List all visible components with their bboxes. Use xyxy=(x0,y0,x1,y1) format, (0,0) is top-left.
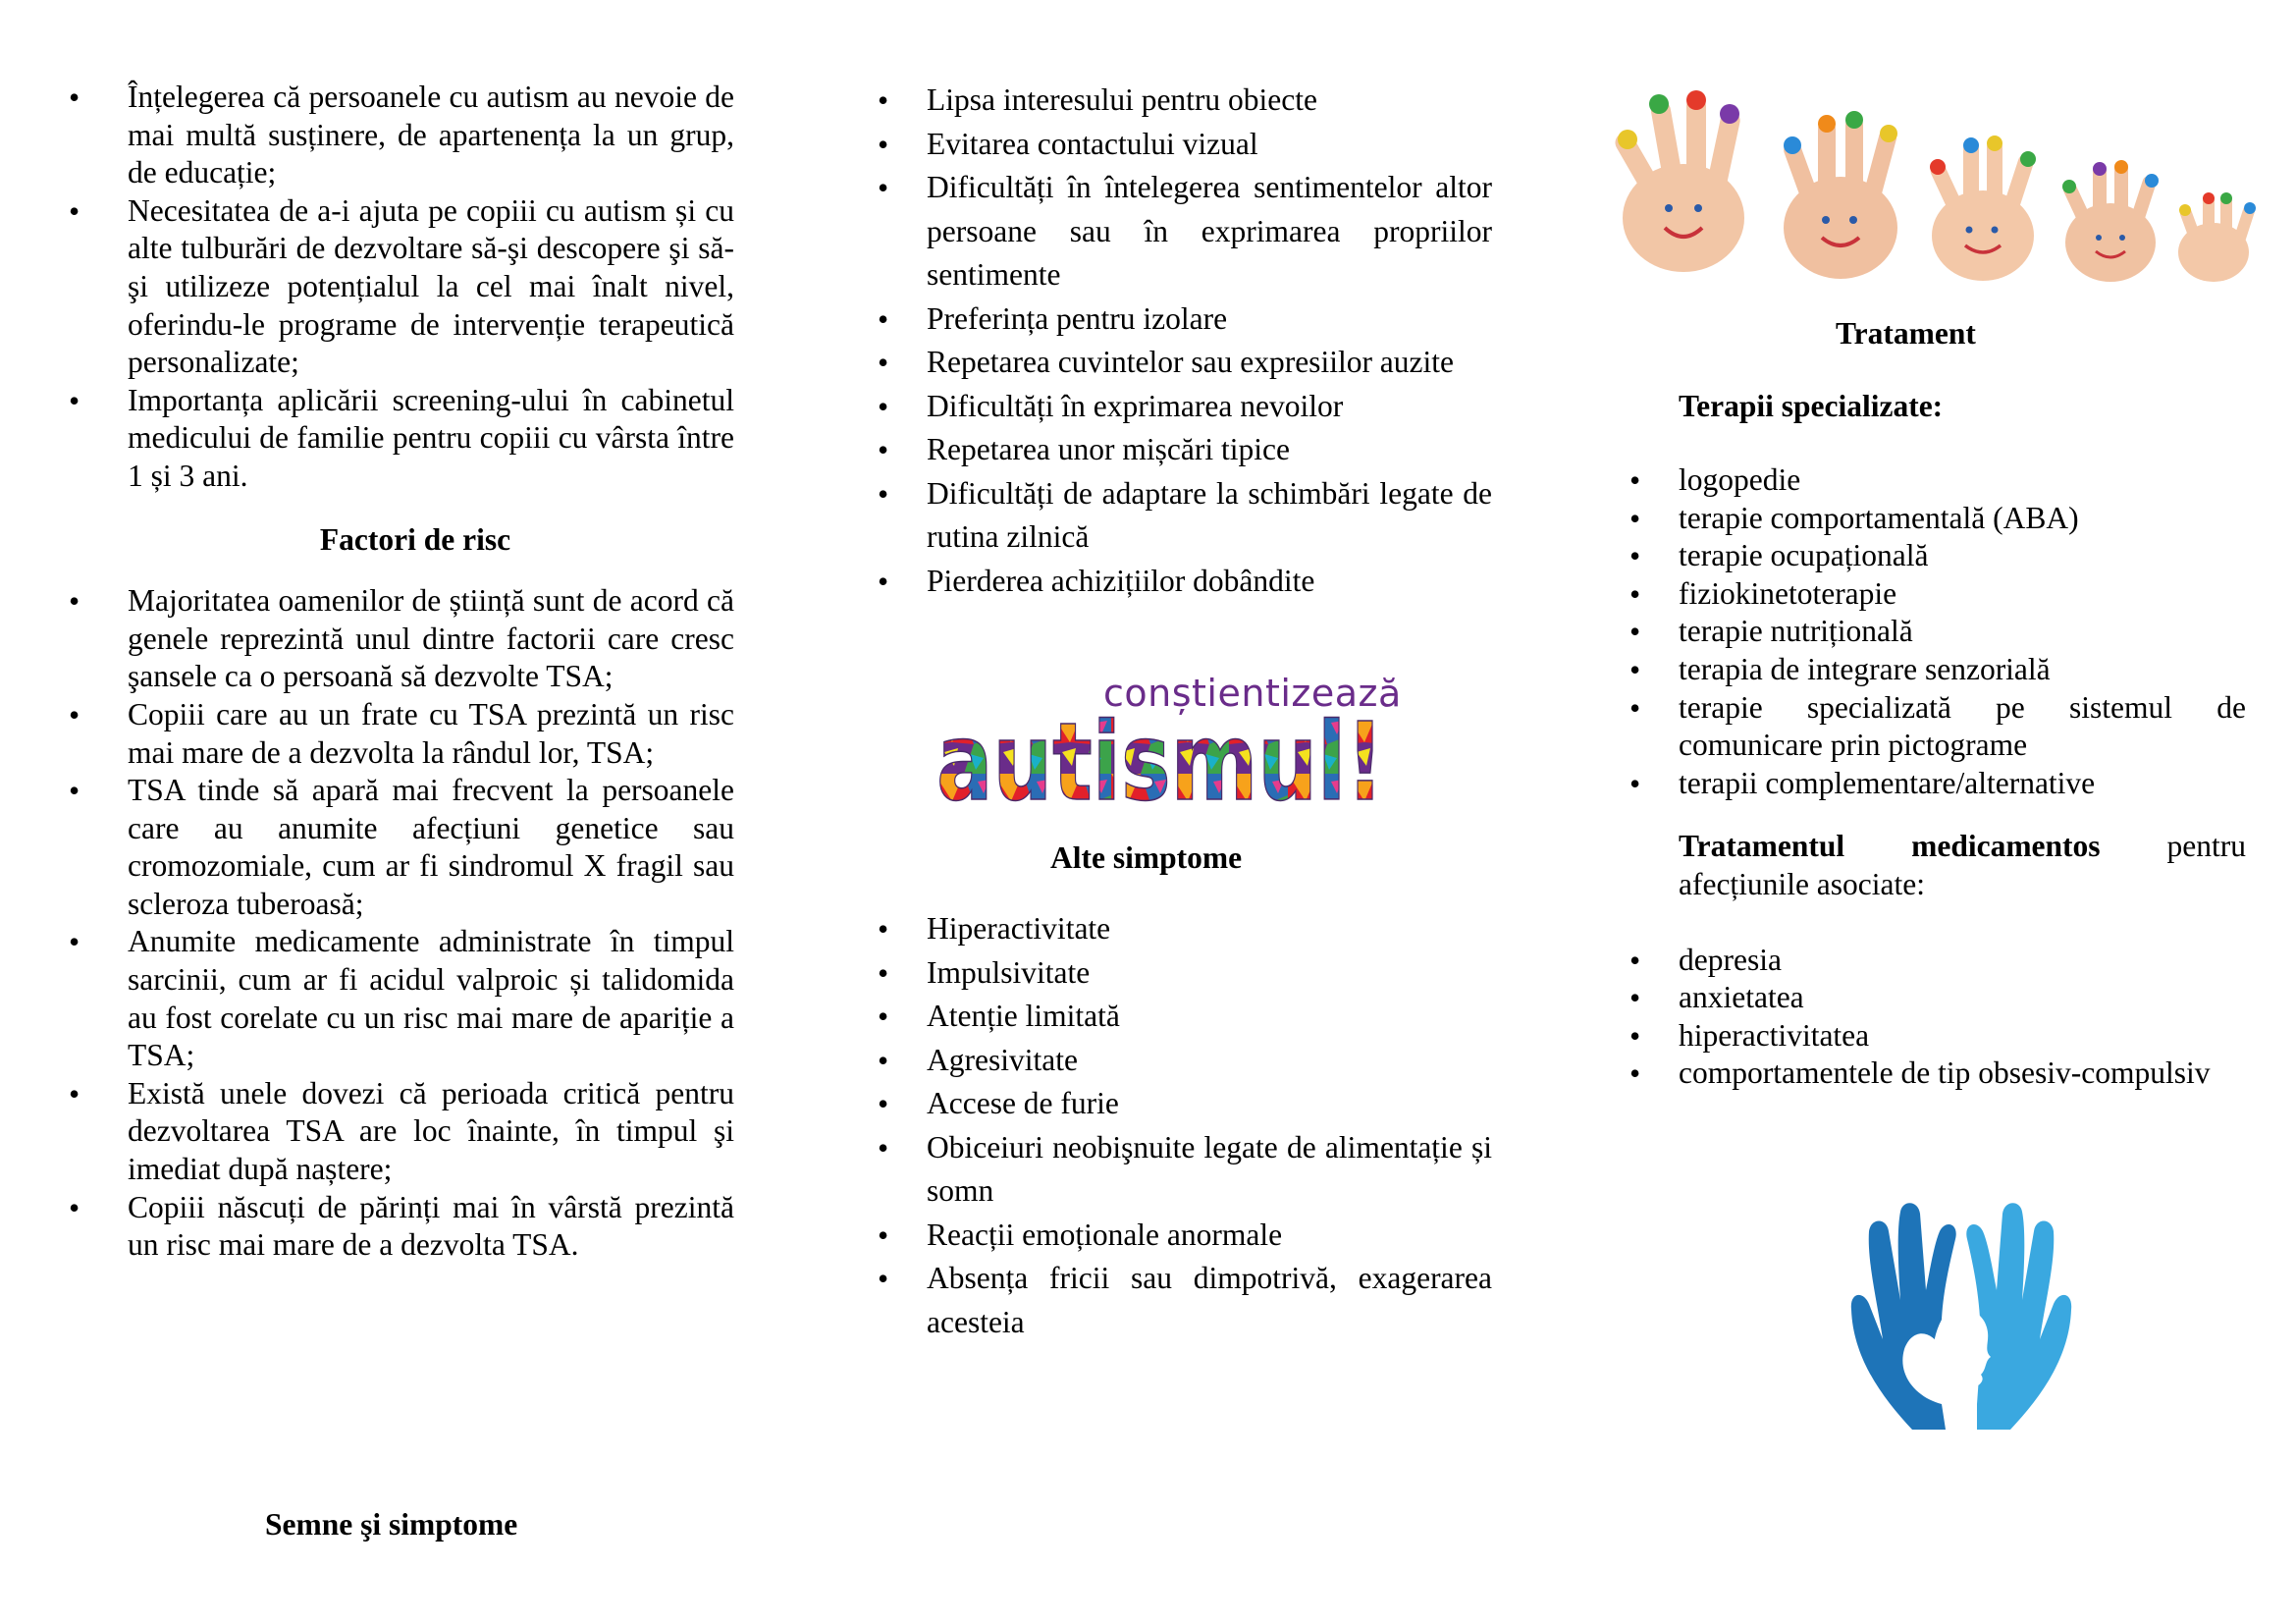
column-middle xyxy=(864,79,1492,603)
list-item: • logopedie xyxy=(1618,461,2246,500)
list-item: • Importanța aplicării screening-ului în cabinetul medicului de familie pentru copiii cu vârsta între 1 și 3 ani. xyxy=(57,382,734,496)
list-item: • Accese de furie xyxy=(864,1082,1492,1126)
list-item: • terapie specializată pe sistemul de comunicare prin pictograme xyxy=(1618,689,2246,765)
other-symptoms-block xyxy=(864,907,1492,1344)
list-item: • terapie nutrițională xyxy=(1618,613,2246,651)
other-symptoms-heading: Alte simptome xyxy=(1050,840,1243,875)
list-item: • Copiii care au un frate cu TSA prezintă un risc mai mare de a dezvolta la rândul lor, TSA; xyxy=(57,696,734,772)
list-item: • Dificultăți de adaptare la schimbări legate de rutina zilnică xyxy=(864,472,1492,560)
list-item: • hiperactivitatea xyxy=(1618,1017,2246,1056)
medication-paragraph xyxy=(1679,828,2246,903)
list-item: • TSA tinde să apară mai frecvent la persoanele care au anumite afecțiuni genetice sau cromozomiale, cum ar fi sindromul X fragil sau scleroza tuberoasă; xyxy=(57,772,734,923)
list-item: • Reacții emoționale anormale xyxy=(864,1214,1492,1258)
logo-tagline: conștientizează xyxy=(1103,672,1402,715)
list-item: • Obiceiuri neobişnuite legate de alimentație și somn xyxy=(864,1126,1492,1214)
logo-wordmark: autismul! xyxy=(936,715,1384,813)
list-item: • depresia xyxy=(1618,942,2246,980)
therapies-list xyxy=(1618,461,2246,802)
intro-list xyxy=(57,79,734,496)
risk-factors-list xyxy=(57,582,734,1265)
medication-label-rest: pentru afecțiunile asociate: xyxy=(1679,829,2246,901)
treatment-heading: Tratament xyxy=(1836,316,1976,351)
medication-list xyxy=(1618,942,2246,1093)
painted-hands-image xyxy=(1600,71,2258,282)
list-item: • terapie comportamentală (ABA) xyxy=(1618,500,2246,538)
list-item: • Atenție limitată xyxy=(864,995,1492,1039)
list-item: • terapia de integrare senzorială xyxy=(1618,651,2246,689)
other-symptoms-list xyxy=(864,907,1492,1344)
list-item: • Absența fricii sau dimpotrivă, exagerarea acesteia xyxy=(864,1257,1492,1344)
list-item: • Hiperactivitate xyxy=(864,907,1492,951)
list-item: • Pierderea achizițiilor dobândite xyxy=(864,560,1492,604)
signs-heading: Semne şi simptome xyxy=(265,1507,518,1542)
list-item: • Lipsa interesului pentru obiecte xyxy=(864,79,1492,123)
awareness-logo xyxy=(934,668,1402,815)
list-item: • terapie ocupațională xyxy=(1618,537,2246,575)
logo-mosaic-wordmark xyxy=(934,715,1386,813)
symptoms-list xyxy=(864,79,1492,603)
list-item: • Există unele dovezi că perioada critică pentru dezvoltarea TSA are loc înainte, în timpul şi imediat după naștere; xyxy=(57,1075,734,1189)
list-item: • Preferința pentru izolare xyxy=(864,298,1492,342)
risk-factors-heading: Factori de risc xyxy=(319,521,511,557)
column-left xyxy=(57,79,734,1265)
list-item: • Evitarea contactului vizual xyxy=(864,123,1492,167)
list-item: • Repetarea cuvintelor sau expresiilor auzite xyxy=(864,341,1492,385)
list-item: • Majoritatea oamenilor de știință sunt de acord că genele reprezintă unul dintre factorii care cresc şansele ca o persoană să dezvolte TSA; xyxy=(57,582,734,696)
list-item: • comportamentele de tip obsesiv-compulsiv xyxy=(1618,1055,2246,1093)
list-item: • terapii complementare/alternative xyxy=(1618,765,2246,803)
hands-child-icon xyxy=(1843,1202,2079,1434)
list-item: • fiziokinetoterapie xyxy=(1618,575,2246,614)
list-item: • Impulsivitate xyxy=(864,951,1492,996)
list-item: • Anumite medicamente administrate în timpul sarcinii, cum ar fi acidul valproic și talidomida au fost corelate cu un risc mai mare de apariție a TSA; xyxy=(57,923,734,1074)
list-item: • Agresivitate xyxy=(864,1039,1492,1083)
list-item: • Înțelegerea că persoanele cu autism au nevoie de mai multă susținere, de apartenența la un grup, de educație; xyxy=(57,79,734,192)
specialized-therapies-heading: Terapii specializate: xyxy=(1679,389,1944,423)
list-item: • anxietatea xyxy=(1618,979,2246,1017)
list-item: • Necesitatea de a-i ajuta pe copiii cu autism și cu alte tulburări de dezvoltare să-şi descopere şi să-şi utilizeze potențialul la cel mai înalt nivel, oferindu-le programe de intervenție terapeutică personalizate; xyxy=(57,192,734,382)
list-item: • Repetarea unor mișcări tipice xyxy=(864,428,1492,472)
list-item: • Copiii născuți de părinți mai în vârstă prezintă un risc mai mare de a dezvolta TSA. xyxy=(57,1189,734,1265)
list-item: • Dificultăți în exprimarea nevoilor xyxy=(864,385,1492,429)
therapies-block xyxy=(1618,461,2246,1093)
medication-bold-label: Tratamentul medicamentos xyxy=(1679,829,2101,864)
list-item: • Dificultăți în întelegerea sentimentelor altor persoane sau în exprimarea propriilor sentimente xyxy=(864,166,1492,298)
